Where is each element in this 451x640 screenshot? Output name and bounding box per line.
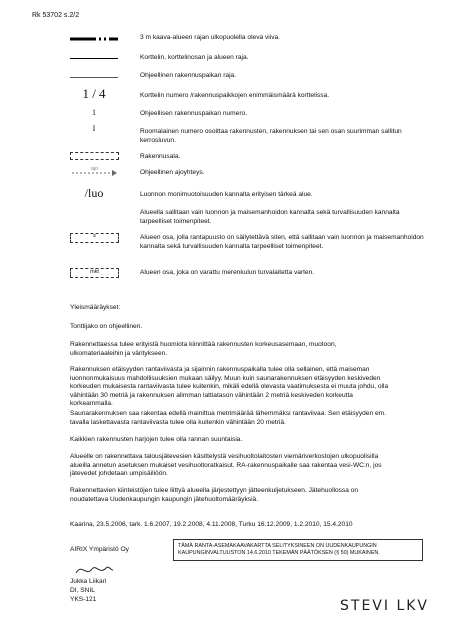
paragraph-4: Saunarakennuksen saa rakentaa edellä mainittua metrimäärää lähemmäksi rantaviivaa. Sen etäisyyden em. tavalla laskettavasta rantaviivasta tulee olla kuitenkin vähintään 20 metriä. <box>70 410 386 426</box>
roman-numeral-symbol: I <box>92 124 96 133</box>
plan-boundary-3m-line-symbol <box>70 36 118 42</box>
revision-dates: Kaarina, 23.5.2006, tark. 1.6.2007, 19.2.2008, 4.11.2008, Turku 16.12.2009, 1.2.2010, 15.4.2010 <box>70 521 353 528</box>
legend-row-3-text: Ohjeellinen rakennuspaikan raja. <box>140 72 237 79</box>
plot-number-symbol: 1 <box>92 108 96 117</box>
paragraph-1: Tonttijako on ohjeellinen. <box>70 323 143 330</box>
legend-row-7-text: Rakennusala. <box>140 153 181 160</box>
nature-area-symbol: /luo <box>84 186 104 200</box>
legend-row-10-text: Alueella sallitaan vain luonnon ja maisemanhoidon kannalta sekä turvallisuuden kannalta tarpeelliset toimenpiteet. <box>140 209 400 225</box>
block-boundary-line-symbol <box>70 58 118 59</box>
shore-trees-area-label: s <box>93 233 96 239</box>
paragraph-5: Kaikkien rakennusten harjojen tulee olla rannan suuntaisia. <box>70 436 243 443</box>
legend-row-5-text: Ohjeellisen rakennuspaikan numero. <box>140 110 248 117</box>
company-name: AIRIX Ympäristö Oy <box>70 546 129 553</box>
legend-row-12-text: Alueen osa, joka on varattu merenkulun turvalaitetta varten. <box>140 269 315 276</box>
paragraph-7: Rakennettavien kiinteistöjen tulee liittyä alueella järjestettyyn jätteenkuljetukseen. Jätehuollossa on noudatettava Uudenkaupungin kaupungin jätehuoltomääräyksiä. <box>70 487 359 503</box>
signer-title-2: YKS-121 <box>70 596 97 603</box>
navigation-aid-area-label: mkt <box>90 269 99 275</box>
document-reference: Rk 53702 s.2/2 <box>32 12 80 19</box>
watermark-logo: STEVI LKV <box>340 598 429 614</box>
block-number-symbol: 1 / 4 <box>82 86 106 101</box>
plot-boundary-line-symbol <box>70 77 118 78</box>
paragraph-2: Rakennettaessa tulee erityistä huomiota kiinnittää rakennusten korkeusasemaan, muotoon, ulkomateriaaleihin ja väritykseen. <box>70 341 337 357</box>
approval-stamp: TÄMÄ RANTA-ASEMAKAAVAKARTTA SELITYKSINEEN ON UUDENKAUPUNGIN KAUPUNGINVALTUUSTON 14.6.2010 TEKEMÄN PÄÄTÖKSEN (§ 50) MUKAINEN. <box>173 539 423 561</box>
paragraph-3: Rakennuksen etäisyyden rantaviivasta ja sijainnin rakennuspaikalla tulee olla sellainen, että maiseman luonnonmukaisuus mahdollisuuksien mukaan säilyy. Muun kuin saunarakennuksen etäisyyden keskiveden korkeuden mukaisesta rantaviivasta tulee kuitenkin, mikäli edellä olevasta vaatimuksesta ei muuta johdu, olla vähintään 30 metriä ja rakennuksen alimman lattiatason vähintään 2 metriä keskiveden korkeutta korkeammalla. <box>70 366 389 408</box>
signer-name: Jukka Liikari <box>70 578 107 585</box>
legend-row-4-text: Korttelin numero /rakennuspaikkojen enimmäismäärä korttelissa. <box>140 92 330 99</box>
legend-row-6-text: Roomalainen numero osoittaa rakennusten, rakennuksen tai sen osan suurimman sallitun kerrosluvun. <box>140 128 402 144</box>
access-road-label: ajo <box>90 166 99 172</box>
paragraph-6: Alueelle on rakennettava talousjätevesien käsittelystä vesihuoltolaitosten viemäriverkostojen ulkopuolisilla alueilla annetun asetuksen mukaiset vesihuoltoratkaisut. RA-rakennuspaikalle saa rakentaa vesi-WC:n, jos jätevedet johdetaan umpisäiliöön. <box>70 453 382 478</box>
signer-title-1: DI, SNIL <box>70 587 95 594</box>
signature-image <box>74 561 114 579</box>
legend-row-8-text: Ohjeellinen ajoyhteys. <box>140 169 205 176</box>
building-area-symbol <box>70 152 119 160</box>
general-regulations-heading: Yleismääräykset: <box>70 304 121 311</box>
legend-row-1-text: 3 m kaava-alueen rajan ulkopuolella oleva viiva. <box>140 34 281 41</box>
legend-row-9-text: Luonnon monimuotoisuuden kannalta erityisen tärkeä alue. <box>140 191 313 198</box>
legend-row-2-text: Korttelin, korttelinosan ja alueen raja. <box>140 54 249 61</box>
legend-row-11-text: Alueen osa, jolla rantapuusto on säilytettävä siten, että sallitaan vain luonnon ja maisemanhoidon kannalta sekä turvallisuuden kannalta tarpeelliset toimenpiteet. <box>140 234 424 250</box>
